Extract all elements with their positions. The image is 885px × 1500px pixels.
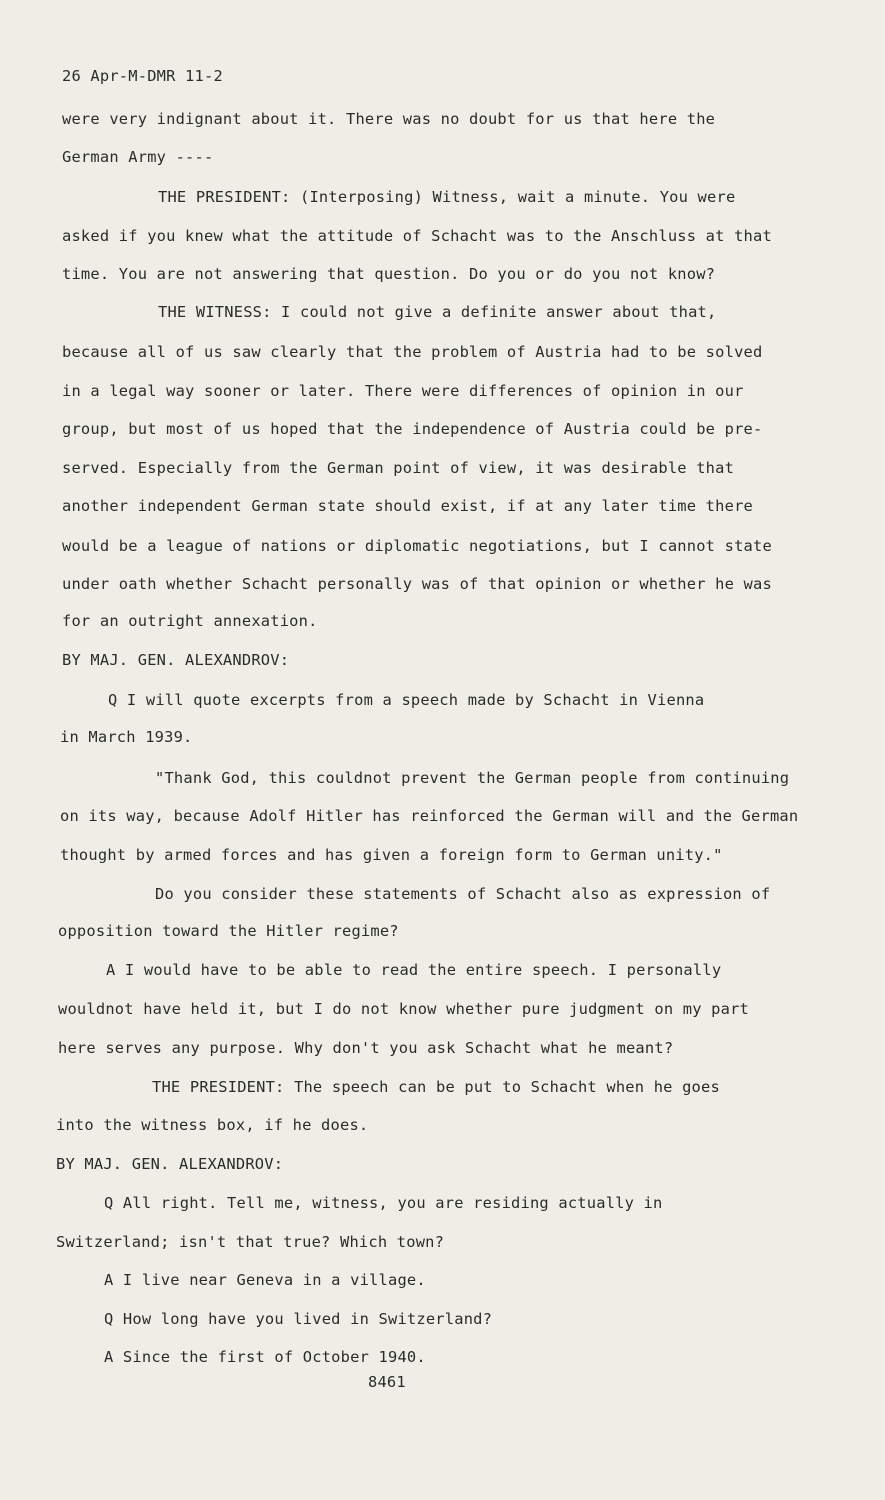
answer-line: A I would have to be able to read the entire speech. I personally bbox=[106, 961, 722, 979]
text-line: THE PRESIDENT: The speech can be put to Schacht when he goes bbox=[152, 1078, 720, 1096]
text-line: because all of us saw clearly that the problem of Austria had to be solved bbox=[62, 343, 763, 361]
text-line: Do you consider these statements of Schacht also as expression of bbox=[155, 885, 771, 903]
question-line: Q I will quote excerpts from a speech made by Schacht in Vienna bbox=[108, 691, 705, 709]
text-line: Switzerland; isn't that true? Which town? bbox=[56, 1233, 445, 1251]
answer-line: A I live near Geneva in a village. bbox=[104, 1271, 426, 1289]
answer-line: A Since the first of October 1940. bbox=[104, 1348, 426, 1366]
examiner-heading: BY MAJ. GEN. ALEXANDROV: bbox=[62, 651, 290, 669]
text-line: here serves any purpose. Why don't you ask Schacht what he meant? bbox=[58, 1039, 674, 1057]
text-line: opposition toward the Hitler regime? bbox=[58, 922, 399, 940]
quote-line: on its way, because Adolf Hitler has reinforced the German will and the German bbox=[60, 807, 799, 825]
text-line: in March 1939. bbox=[60, 728, 193, 746]
text-line: would be a league of nations or diplomatic negotiations, but I cannot state bbox=[62, 537, 772, 555]
text-line: THE WITNESS: I could not give a definite answer about that, bbox=[158, 303, 717, 321]
text-line: THE PRESIDENT: (Interposing) Witness, wait a minute. You were bbox=[158, 188, 736, 206]
page-header: 26 Apr-M-DMR 11-2 bbox=[62, 67, 223, 85]
examiner-heading: BY MAJ. GEN. ALEXANDROV: bbox=[56, 1155, 284, 1173]
text-line: asked if you knew what the attitude of Schacht was to the Anschluss at that bbox=[62, 227, 772, 245]
text-line: another independent German state should exist, if at any later time there bbox=[62, 497, 754, 515]
text-line: wouldnot have held it, but I do not know whether pure judgment on my part bbox=[58, 1000, 750, 1018]
text-line: German Army ---- bbox=[62, 148, 214, 166]
text-line: under oath whether Schacht personally was of that opinion or whether he was bbox=[62, 575, 772, 593]
text-line: for an outright annexation. bbox=[62, 612, 318, 630]
question-line: Q How long have you lived in Switzerland? bbox=[104, 1310, 493, 1328]
text-line: were very indignant about it. There was no doubt for us that here the bbox=[62, 110, 716, 128]
text-line: in a legal way sooner or later. There were differences of opinion in our bbox=[62, 382, 744, 400]
text-line: time. You are not answering that question. Do you or do you not know? bbox=[62, 265, 716, 283]
text-line: served. Especially from the German point of view, it was desirable that bbox=[62, 459, 735, 477]
text-line: into the witness box, if he does. bbox=[56, 1116, 369, 1134]
quote-line: thought by armed forces and has given a foreign form to German unity." bbox=[60, 846, 723, 864]
text-line: group, but most of us hoped that the independence of Austria could be pre- bbox=[62, 420, 763, 438]
page-number: 8461 bbox=[368, 1373, 406, 1391]
quote-line: "Thank God, this couldnot prevent the German people from continuing bbox=[155, 769, 790, 787]
question-line: Q All right. Tell me, witness, you are residing actually in bbox=[104, 1194, 663, 1212]
